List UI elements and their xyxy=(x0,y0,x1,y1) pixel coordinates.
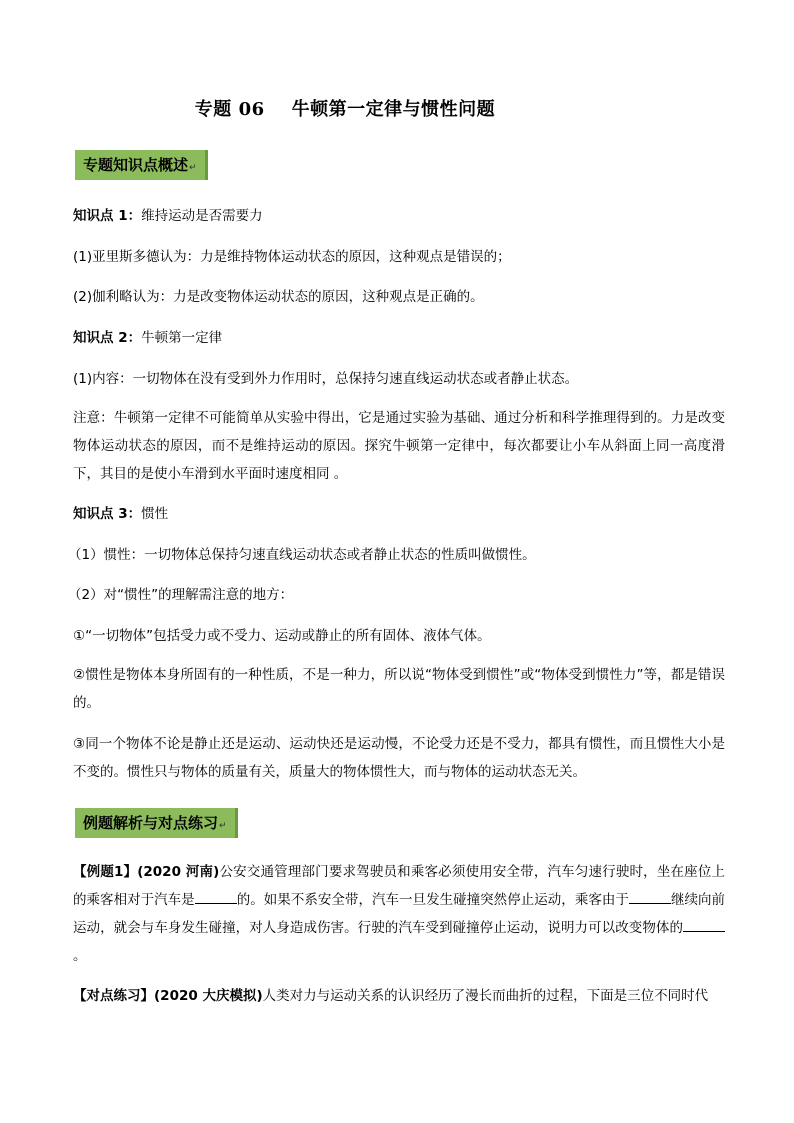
practice xyxy=(73,982,725,1010)
answer-blank[interactable] xyxy=(629,889,671,904)
section-banner-overview xyxy=(75,150,208,180)
kp1-label: 知识点 1： xyxy=(73,208,142,224)
kp1-text: 维持运动是否需要力 xyxy=(141,208,263,224)
section-banner-examples xyxy=(75,808,238,838)
answer-blank[interactable] xyxy=(683,917,725,932)
example-1-seg2: 的。如果不系安全带，汽车一旦发生碰撞突然停止运动，乘客由于 xyxy=(236,892,629,908)
kp3-definition: （1）惯性：一切物体总保持匀速直线运动状态或者静止状态的性质叫做惯性。 xyxy=(68,547,536,563)
example-1-seg1: 公安交通管理部门要求驾驶员和乘客必须使用安全带，汽车匀速行驶时，坐在座位上的乘客相对于汽车是 xyxy=(73,864,725,908)
kp3-label: 知识点 3： xyxy=(73,506,142,522)
banner-label: 例题解析与对点练习 xyxy=(83,814,219,832)
kp2-text: 牛顿第一定律 xyxy=(141,330,223,346)
example-1-seg3: 继续向前运动，就会与车身发生碰撞，对人身造成伤害。行驶的汽车受到碰撞停止运动，说明力可以改变物体的 xyxy=(73,892,726,936)
kp2-content: (1)内容：一切物体在没有受到外力作用时，总保持匀速直线运动状态或者静止状态。 xyxy=(73,371,579,387)
paragraph-mark-icon: ↵ xyxy=(189,163,197,173)
practice-text: 人类对力与运动关系的认识经历了漫长而曲折的过程，下面是三位不同时代 xyxy=(262,988,709,1004)
kp1-item-2: (2)伽利略认为：力是改变物体运动状态的原因，这种观点是正确的。 xyxy=(73,289,484,305)
kp3-point-3: ③同一个物体不论是静止还是运动、运动快还是运动慢，不论受力还是不受力，都具有惯性，而且惯性大小是不变的。惯性只与物体的质量有关，质量大的物体惯性大，而与物体的运动状态无关。 xyxy=(73,736,725,780)
example-1-tag: 【例题1】(2020 河南) xyxy=(73,864,220,880)
kp3-point-1: ①“一切物体”包括受力或不受力、运动或静止的所有固体、液体气体。 xyxy=(73,628,491,644)
kp3-point-2: ②惯性是物体本身所固有的一种性质，不是一种力，所以说“物体受到惯性”或“物体受到惯性力”等，都是错误的。 xyxy=(73,667,725,711)
kp2-label: 知识点 2： xyxy=(73,330,142,346)
banner-label: 专题知识点概述 xyxy=(83,156,189,174)
kp2-note: 注意：牛顿第一定律不可能简单从实验中得出，它是通过实验为基础、通过分析和科学推理得到的。力是改变物体运动状态的原因，而不是维持运动的原因。探究牛顿第一定律中，每次都要让小车从斜面上同一高度滑下，其目的是使小车滑到水平面时速度相同 。 xyxy=(73,410,725,482)
example-1-seg4: 。 xyxy=(73,948,87,964)
paragraph-mark-icon: ↵ xyxy=(219,821,227,831)
practice-tag: 【对点练习】(2020 大庆模拟) xyxy=(73,988,263,1004)
answer-blank[interactable] xyxy=(195,889,237,904)
kp1-item-1: (1)亚里斯多德认为：力是维持物体运动状态的原因，这种观点是错误的； xyxy=(73,249,511,265)
kp3-text: 惯性 xyxy=(141,506,169,522)
example-1 xyxy=(73,858,725,970)
page-title: 专题 06 牛顿第一定律与惯性问题 xyxy=(194,99,496,120)
kp3-notice: （2）对“惯性”的理解需注意的地方： xyxy=(68,587,294,603)
knowledge-point-2 xyxy=(73,328,723,348)
knowledge-point-1 xyxy=(73,206,723,226)
knowledge-point-3 xyxy=(73,504,723,524)
